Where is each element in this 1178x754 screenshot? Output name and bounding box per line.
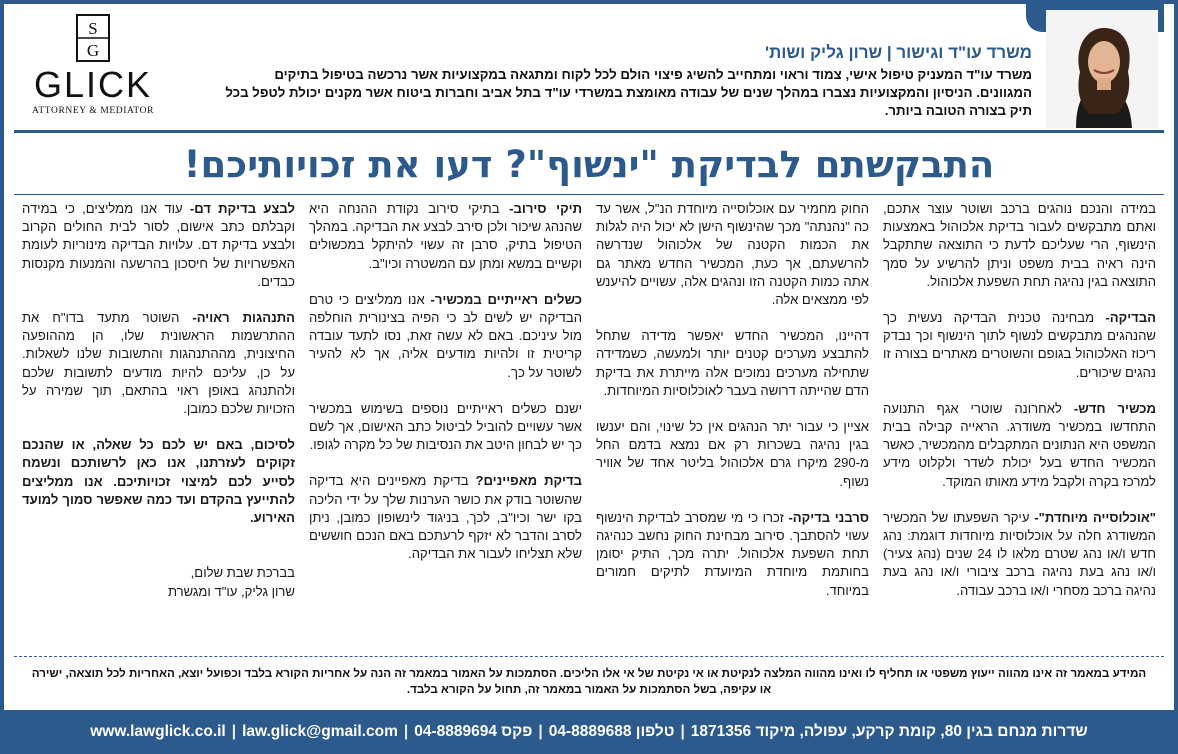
firm-description: משרד עו"ד המעניק טיפול אישי, צמוד וראוי ומתחייב להשיג פיצוי הולם לכל לקוח ומתגאה במקצועיות אשר נרכשה בטיפול בתיקים המגוונים. הניסיון והמקצועיות נצברו במהלך שנים של עבודה מאומצת במשרדי עו"ד בתל אביב וחברות ביטוח אשר מקנים יכולת לטפל בכל תיק בצורה הטובה ביותר. [225, 67, 1032, 118]
firm-name: משרד עו"ד וגישור | שרון גליק ושות' [765, 43, 1032, 62]
section-title: התנהגות ראויה- [192, 310, 295, 326]
logo-monogram [76, 14, 110, 62]
paragraph: כשלים ראייתיים במכשיר- אנו ממליצים כי טרם הבדיקה יש לשים לב כי הפיה בצינורית הוחלפה מול עיניכם. באם לא עשה זאת, נסו לתעד עובדה קריטית זו ולהיות מודעים אליה, אך לא להעיר לשוטר על כך. [309, 291, 582, 380]
paragraph: התנהגות ראויה- השוטר מתעד בדו"ח את ההתרשמות הראשונית שלו, הן מההופעה החיצונית, מההתנהגות והתשובות שלנו לשאלות. על כן, עליכם להיות מודעים לתשובות שלכם ולהתנהג באופן ראוי בהתאם, תוך שמירה על הזכויות שלכם כמובן. [22, 310, 295, 417]
header-divider [14, 130, 1164, 133]
signoff-greeting: בברכת שבת שלום, [190, 565, 295, 581]
contact-footer [0, 710, 1178, 754]
article-headline: התבקשתם לבדיקת "ינשוף"? דעו את זכויותיכם! [183, 143, 995, 186]
logo-wordmark: GLICK [33, 64, 153, 105]
article-body [22, 200, 1156, 646]
footer-address: שדרות מנחם בגין 80, קומת קרקע, עפולה, מיקוד 1871356 [690, 723, 1088, 740]
article-column-2 [596, 200, 869, 646]
section-title: כשלים ראייתיים במכשיר- [430, 291, 582, 307]
paragraph: במידה והנכם נוהגים ברכב ושוטר עוצר אתכם, ואתם מתבקשים לעבור בדיקת אלכוהול באמצעות הינשוף, הרי שעליכם לדעת כי התוצאה שתתקבל הינה ראיה בבית משפט וניתן להרשיע על סמך התוצאה בגין נהיגה תחת השפעת אלכוהול. [883, 201, 1156, 289]
paragraph: החוק מחמיר עם אוכלוסייה מיוחדת הנ"ל, אשר עד כה "נהנתה" מכך שהינשוף הישן לא יכול היה לגלות את הכמות הקטנה של אלכוהול שנדרשה להרשעתם, אך כעת, המכשיר החדש מאתר גם אתה כמות הקטנה הזו ונהגים אלה, עשויים להיענש לפי ממצאים אלה. [596, 201, 869, 308]
paragraph: אציין כי עבור יתר הנהגים אין כל שינוי, והם יענשו בגין נהיגה בשכרות רק אם נמצא בדמם החל מ-290 מיקרו גרם אלכוהול בליטר אחד של אוויר נשוף. [596, 419, 869, 489]
footer-separator: | [680, 723, 685, 740]
section-title: סרבני בדיקה- [788, 509, 869, 525]
signature-block [22, 563, 295, 601]
disclaimer-divider [14, 656, 1164, 657]
paragraph: הבדיקה- מבחינה טכנית הבדיקה נעשית כך שהנהגים מתבקשים לנשוף לתוך הינשוף וכך נבדק ריכוז האלכוהול בגופם והשוטרים מאתרים בצורה זו נהגים שיכורים. [883, 310, 1156, 380]
firm-logo [18, 10, 168, 122]
paragraph: "אוכלוסייה מיוחדת"- עיקר השפעתו של המכשיר המשודרג חלה על אוכלוסיות מיוחדות דוגמת: נהג חדש ו/או נהג שטרם מלאו לו 24 שנים (נהג צעיר) ו/או נהג בעת נהיגה ברכב ציבורי ו/או נהג בעת נהיגה ברכב מסחרי ו/או ברכב עבודה. [883, 509, 1156, 598]
headline-divider [14, 194, 1164, 195]
section-title: תיקי סירוב- [509, 201, 582, 216]
section-title: בדיקת מאפיינים? [475, 473, 582, 489]
legal-disclaimer: המידע במאמר זה אינו מהווה ייעוץ משפטי או תחליף לו ואינו מהווה המלצה לנקיטת או אי נקיטת של אי אלו הליכים. הסתמכות על האמור במאמר זה הנה על אחריות הקורא בלבד וכפועל יוצא, האחריות לכל תוצאה, ישירה או עקיפה, בשל הסתמכות על האמור במאמר זה, תחול על הקורא בלבד. [31, 667, 1147, 696]
paragraph: לבצע בדיקת דם- עוד אנו ממליצים, כי במידה וקבלתם כתב אישום, לסור לבית החולים הקרוב ולבצע בדיקת דם. עלויות הבדיקה מינוריות לעומת האפשרויות של חיסכון בהרשעה והמנעות מקנסות כבדים. [22, 201, 295, 289]
summary-paragraph: לסיכום, באם יש לכם כל שאלה, או שהנכם זקוקים לעזרתנו, אנו כאן לרשותכם ונשמח לסייע לכם למיצוי זכויותיכם. אנו ממליצים להתייעץ בהקדם ועד כמה שאפשר סמוך למועד האירוע. [22, 437, 295, 526]
footer-email-link[interactable]: law.glick@gmail.com [242, 723, 398, 740]
section-title: לבצע בדיקת דם- [189, 201, 295, 216]
paragraph: בדיקת מאפיינים? בדיקת מאפיינים היא בדיקה שהשוטר בודק את כושר הערנות שלך על ידי הליכה בקו ישר וכיו"ב, לכך, בניגוד לינשופון כמובן, ניתן לסרב והדבר לא יזקף לרעתכם באם הנכם חוששים שלא תצליחו לעבור את הבדיקה. [309, 473, 582, 562]
paragraph: ישנם כשלים ראייתיים נוספים בשימוש במכשיר אשר עשויים להוביל לביטול כתב האישום, אך לשם כך יש לבחון היטב את הנסיבות של כל מקרה לגופו. [309, 400, 582, 453]
paragraph: מכשיר חדש- לאחרונה שוטרי אגף התנועה התחדשו במכשיר משודרג. הראייה קבילה בבית המשפט היא הנתונים המתקבלים מהמכשיר, כאשר המכשיר החדש בעל יכולת לשדר ולקלוט מידע למרכז בקרה ולקבל מידע מאותו המוקד. [883, 400, 1156, 489]
footer-separator: | [403, 723, 409, 740]
article-column-3 [309, 200, 582, 646]
section-title: "אוכלוסייה מיוחדת"- [1034, 509, 1156, 525]
article-column-1 [883, 200, 1156, 646]
article-column-4 [22, 200, 295, 646]
logo-monogram-s: S [88, 19, 98, 38]
firm-header [222, 42, 1032, 120]
signoff-name: שרון גליק, עו"ד ומגשרת [167, 584, 295, 600]
paragraph: דהיינו, המכשיר החדש יאפשר מדידה שתחל להתבצע מערכים קטנים יותר ולמעשה, כשמדידה שתחילה מערכים נמוכים אלה מייתרת את בדיקת הדם שהייתה דרושה בעבר לאוכלוסיות המיוחדות. [596, 328, 869, 398]
logo-tagline: ATTORNEY & MEDIATOR [31, 106, 155, 116]
attorney-photo [1046, 10, 1158, 128]
footer-phone[interactable]: טלפון 04-8889688 [548, 723, 675, 740]
footer-fax: פקס 04-8889694 [414, 723, 533, 740]
paragraph: סרבני בדיקה- זכרו כי מי שמסרב לבדיקת הינשוף עשוי להסתבך. סירוב מבחינת החוק נחשב כנהיגה תחת השפעת אלכוהול. יתרה מכך, התיק יסומן בחותמת מיוחדת המיועדת לתיקים חמורים במיוחד. [596, 509, 869, 598]
section-title: מכשיר חדש- [1073, 400, 1156, 416]
footer-website-link[interactable]: www.lawglick.co.il [90, 723, 226, 740]
section-title: הבדיקה- [1105, 310, 1156, 326]
footer-separator: | [538, 723, 543, 740]
paragraph: תיקי סירוב- בתיקי סירוב נקודת ההנחה היא שהנהג שיכור ולכן סירב לבצע את הבדיקה. במהלך הטיפול בתיק, סרבן זה עשוי להיתקל במכשולים וקשיים במשא ומתן עם המשטרה וכיו"ב. [309, 201, 582, 271]
footer-separator: | [231, 723, 237, 740]
logo-monogram-g: G [86, 41, 100, 60]
